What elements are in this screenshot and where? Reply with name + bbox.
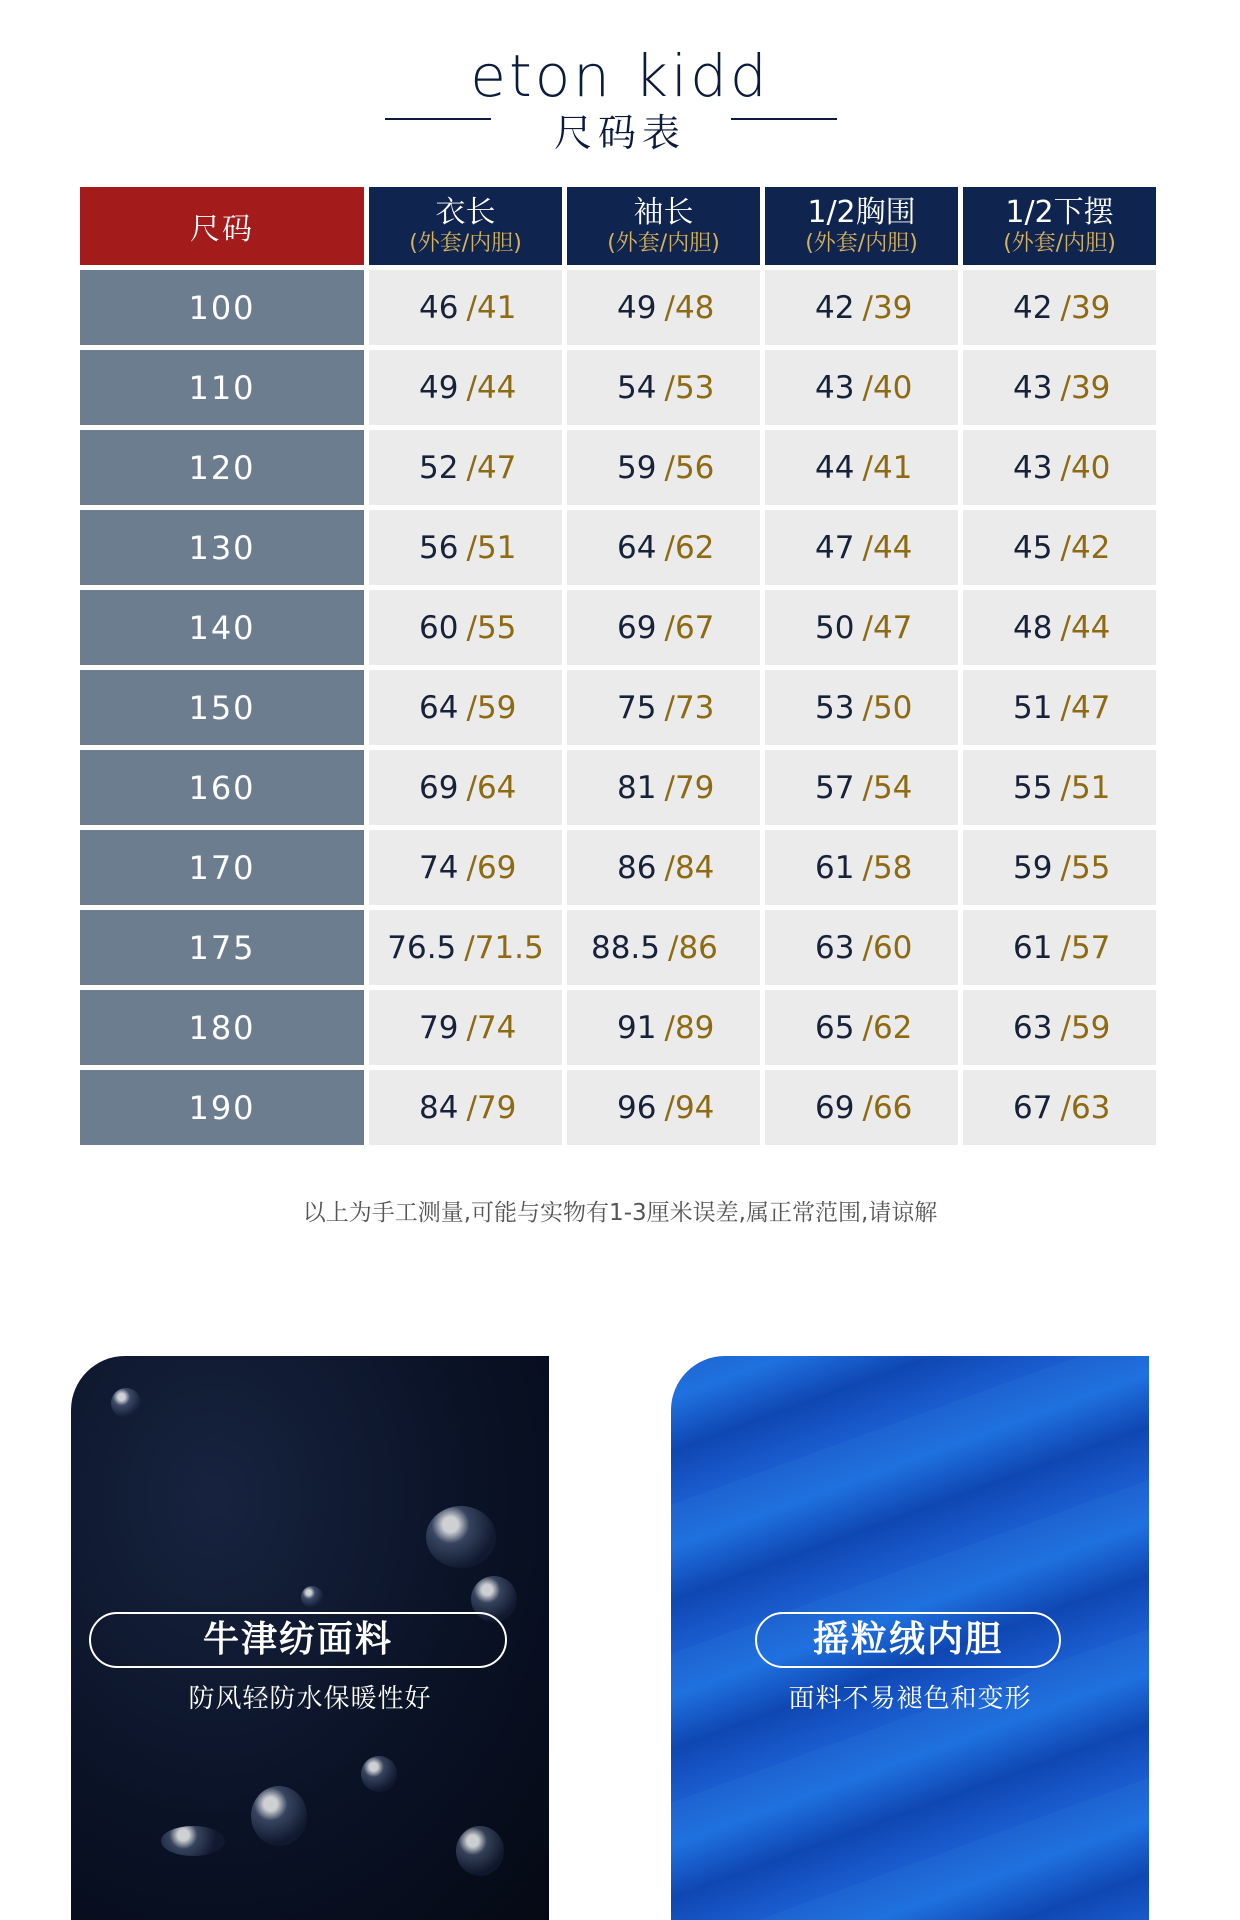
- inner-value: /51: [466, 529, 517, 566]
- outer-value: 63: [815, 929, 855, 966]
- inner-value: /89: [664, 1009, 715, 1046]
- outer-value: 79: [419, 1009, 459, 1046]
- outer-value: 65: [815, 1009, 855, 1046]
- inner-value: /94: [664, 1089, 715, 1126]
- size-cell: 130: [80, 510, 364, 585]
- value-cell: [963, 830, 1156, 905]
- outer-value: 63: [1013, 1009, 1053, 1046]
- column-header-hem: [963, 187, 1156, 265]
- value-cell: [765, 430, 958, 505]
- value-cell: [963, 590, 1156, 665]
- outer-value: 43: [815, 369, 855, 406]
- feature-caption: 面料不易褪色和变形: [788, 1684, 1032, 1714]
- column-title: 衣长: [435, 195, 496, 230]
- size-cell: 110: [80, 350, 364, 425]
- inner-value: /69: [466, 849, 517, 886]
- table-row: [80, 910, 1156, 985]
- value-cell: [369, 430, 562, 505]
- inner-value: /42: [1060, 529, 1111, 566]
- inner-value: /64: [466, 769, 517, 806]
- value-cell: [765, 750, 958, 825]
- size-chart-table: [75, 182, 1161, 1150]
- column-subtitle: (外套/内胆): [805, 231, 918, 256]
- outer-value: 86: [617, 849, 657, 886]
- outer-value: 75: [617, 689, 657, 726]
- outer-value: 59: [1013, 849, 1053, 886]
- value-cell: [369, 350, 562, 425]
- column-header-length: [369, 187, 562, 265]
- water-drop: [426, 1506, 496, 1568]
- value-cell: [963, 350, 1156, 425]
- outer-value: 69: [815, 1089, 855, 1126]
- column-subtitle: (外套/内胆): [409, 231, 522, 256]
- outer-value: 42: [1013, 289, 1053, 326]
- value-cell: [567, 350, 760, 425]
- value-cell: [369, 990, 562, 1065]
- value-cell: [963, 990, 1156, 1065]
- outer-value: 42: [815, 289, 855, 326]
- inner-value: /60: [862, 929, 913, 966]
- size-column-header: 尺码: [80, 187, 364, 265]
- outer-value: 46: [419, 289, 459, 326]
- inner-value: /41: [862, 449, 913, 486]
- outer-value: 88.5: [590, 929, 661, 966]
- outer-value: 91: [617, 1009, 657, 1046]
- water-drop: [456, 1826, 504, 1876]
- outer-value: 49: [617, 289, 657, 326]
- size-cell: 175: [80, 910, 364, 985]
- inner-value: /86: [668, 929, 718, 966]
- measurement-note: 以上为手工测量,可能与实物有1-3厘米误差,属正常范围,请谅解: [302, 1200, 938, 1226]
- outer-value: 61: [815, 849, 855, 886]
- value-cell: [765, 670, 958, 745]
- size-cell: 140: [80, 590, 364, 665]
- outer-value: 47: [815, 529, 855, 566]
- inner-value: /39: [1060, 289, 1111, 326]
- size-cell: 150: [80, 670, 364, 745]
- table-row: [80, 430, 1156, 505]
- table-row: [80, 750, 1156, 825]
- value-cell: [765, 350, 958, 425]
- inner-value: /71.5: [464, 929, 544, 966]
- inner-value: /51: [1060, 769, 1111, 806]
- inner-value: /47: [862, 609, 913, 646]
- water-drop: [111, 1388, 141, 1418]
- outer-value: 51: [1013, 689, 1053, 726]
- outer-value: 52: [419, 449, 459, 486]
- outer-value: 48: [1013, 609, 1053, 646]
- value-cell: [765, 830, 958, 905]
- table-row: [80, 830, 1156, 905]
- inner-value: /62: [664, 529, 715, 566]
- inner-value: /66: [862, 1089, 913, 1126]
- value-cell: [765, 590, 958, 665]
- outer-value: 64: [419, 689, 459, 726]
- column-title: 1/2下摆: [1005, 195, 1114, 230]
- outer-value: 54: [617, 369, 657, 406]
- inner-value: /44: [1060, 609, 1111, 646]
- value-cell: [963, 750, 1156, 825]
- outer-value: 56: [419, 529, 459, 566]
- feature-title-pill: 摇粒绒内胆: [755, 1612, 1061, 1668]
- column-subtitle: (外套/内胆): [607, 231, 720, 256]
- size-cell: 190: [80, 1070, 364, 1145]
- outer-value: 57: [815, 769, 855, 806]
- feature-card-fleece: [671, 1356, 1149, 1920]
- inner-value: /50: [862, 689, 913, 726]
- inner-value: /84: [664, 849, 715, 886]
- outer-value: 60: [419, 609, 459, 646]
- value-cell: [765, 1070, 958, 1145]
- inner-value: /47: [1060, 689, 1111, 726]
- inner-value: /44: [862, 529, 913, 566]
- outer-value: 64: [617, 529, 657, 566]
- inner-value: /56: [664, 449, 715, 486]
- outer-value: 96: [617, 1089, 657, 1126]
- inner-value: /63: [1060, 1089, 1111, 1126]
- value-cell: [765, 990, 958, 1065]
- value-cell: [369, 270, 562, 345]
- outer-value: 84: [419, 1089, 459, 1126]
- feature-caption: 防风轻防水保暖性好: [188, 1684, 432, 1714]
- inner-value: /44: [466, 369, 517, 406]
- outer-value: 43: [1013, 449, 1053, 486]
- inner-value: /58: [862, 849, 913, 886]
- outer-value: 69: [419, 769, 459, 806]
- value-cell: [567, 670, 760, 745]
- title-divider-right: [731, 118, 837, 120]
- size-cell: 100: [80, 270, 364, 345]
- column-title: 袖长: [633, 195, 694, 230]
- value-cell: [567, 830, 760, 905]
- inner-value: /54: [862, 769, 913, 806]
- outer-value: 49: [419, 369, 459, 406]
- outer-value: 55: [1013, 769, 1053, 806]
- water-drop: [361, 1756, 397, 1792]
- column-header-chest: [765, 187, 958, 265]
- value-cell: [369, 830, 562, 905]
- inner-value: /47: [466, 449, 517, 486]
- page-title: 尺码表: [553, 111, 686, 155]
- value-cell: [765, 510, 958, 585]
- inner-value: /55: [1060, 849, 1111, 886]
- inner-value: /53: [664, 369, 715, 406]
- table-row: [80, 990, 1156, 1065]
- size-cell: 120: [80, 430, 364, 505]
- inner-value: /40: [1060, 449, 1111, 486]
- inner-value: /74: [466, 1009, 517, 1046]
- value-cell: [369, 590, 562, 665]
- value-cell: [567, 430, 760, 505]
- inner-value: /73: [664, 689, 715, 726]
- outer-value: 61: [1013, 929, 1053, 966]
- column-title: 1/2胸围: [807, 195, 916, 230]
- table-row: [80, 270, 1156, 345]
- outer-value: 44: [815, 449, 855, 486]
- outer-value: 50: [815, 609, 855, 646]
- outer-value: 67: [1013, 1089, 1053, 1126]
- value-cell: [567, 990, 760, 1065]
- column-header-sleeve: [567, 187, 760, 265]
- outer-value: 81: [617, 769, 657, 806]
- value-cell: [369, 670, 562, 745]
- value-cell: [369, 750, 562, 825]
- inner-value: /57: [1060, 929, 1111, 966]
- outer-value: 53: [815, 689, 855, 726]
- size-cell: 180: [80, 990, 364, 1065]
- water-drop: [301, 1586, 323, 1608]
- value-cell: [765, 910, 958, 985]
- inner-value: /79: [664, 769, 715, 806]
- feature-card-oxford: [71, 1356, 549, 1920]
- header-row: [80, 187, 1156, 265]
- inner-value: /67: [664, 609, 715, 646]
- value-cell: [963, 430, 1156, 505]
- inner-value: /59: [1060, 1009, 1111, 1046]
- inner-value: /41: [466, 289, 517, 326]
- outer-value: 45: [1013, 529, 1053, 566]
- table-row: [80, 590, 1156, 665]
- value-cell: [963, 670, 1156, 745]
- value-cell: [369, 510, 562, 585]
- brand-header: [0, 44, 1240, 156]
- value-cell: [369, 1070, 562, 1145]
- outer-value: 76.5: [387, 929, 457, 966]
- value-cell: [567, 910, 760, 985]
- inner-value: /55: [466, 609, 517, 646]
- table-row: [80, 670, 1156, 745]
- value-cell: [567, 750, 760, 825]
- water-drop: [161, 1826, 225, 1856]
- value-cell: [765, 270, 958, 345]
- inner-value: /39: [1060, 369, 1111, 406]
- feature-title-pill: 牛津纺面料: [89, 1612, 507, 1668]
- value-cell: [963, 910, 1156, 985]
- outer-value: 59: [617, 449, 657, 486]
- size-cell: 170: [80, 830, 364, 905]
- value-cell: [963, 270, 1156, 345]
- value-cell: [567, 270, 760, 345]
- brand-logo: eton kidd: [470, 42, 770, 110]
- inner-value: /40: [862, 369, 913, 406]
- inner-value: /79: [466, 1089, 517, 1126]
- table-row: [80, 350, 1156, 425]
- water-drop: [251, 1786, 307, 1846]
- outer-value: 69: [617, 609, 657, 646]
- value-cell: [963, 510, 1156, 585]
- title-divider-left: [385, 118, 491, 120]
- value-cell: [567, 510, 760, 585]
- inner-value: /62: [862, 1009, 913, 1046]
- value-cell: [567, 590, 760, 665]
- inner-value: /48: [664, 289, 715, 326]
- outer-value: 74: [419, 849, 459, 886]
- size-cell: 160: [80, 750, 364, 825]
- value-cell: [369, 910, 562, 985]
- value-cell: [963, 1070, 1156, 1145]
- inner-value: /59: [466, 689, 517, 726]
- outer-value: 43: [1013, 369, 1053, 406]
- inner-value: /39: [862, 289, 913, 326]
- table-row: [80, 1070, 1156, 1145]
- value-cell: [567, 1070, 760, 1145]
- table-row: [80, 510, 1156, 585]
- column-subtitle: (外套/内胆): [1003, 231, 1116, 256]
